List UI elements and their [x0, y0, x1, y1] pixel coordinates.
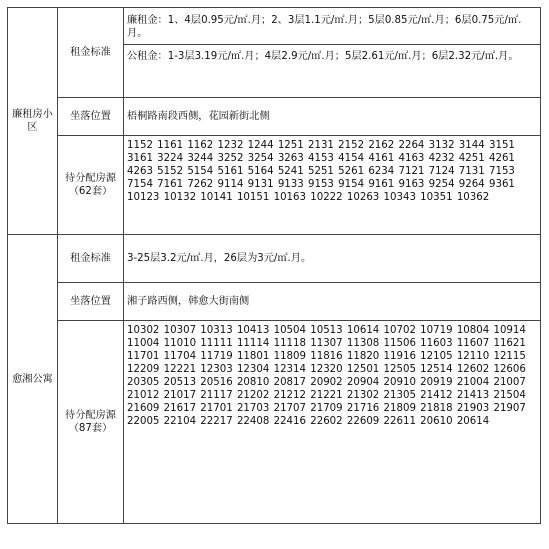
units-count: （62套）	[68, 186, 113, 197]
location-text: 梧桐路南段西侧，花园新街北侧	[127, 111, 270, 122]
community-name: 愈湘公寓	[12, 373, 53, 385]
rent-line-public: 公租金：1-3层3.19元/㎡.月；4层2.9元/㎡.月；5层2.61元/㎡.月；6层2.32元/㎡.月。	[127, 51, 519, 62]
rent-label: 租金标准	[70, 253, 111, 264]
rent-label-cell	[58, 235, 124, 283]
rent-divider	[124, 44, 540, 45]
location-cell	[124, 283, 541, 321]
units-label: 待分配房源	[65, 173, 116, 184]
location-label-cell	[58, 98, 124, 136]
location-label: 坐落位置	[70, 111, 111, 122]
rent-label: 租金标准	[70, 47, 111, 58]
units-list: 10302 10307 10313 10413 10504 10513 10614 10702 10719 10804 10914 11004 11010 11111 11114 11118 11307 11308 11506 11603 11607 11621 11701 11704 11719 11801 11809 11816 11820 11916 12105 12110 12115 12209 12221 12303 12304 12314 12320 12501 12505 12514 12602 12606 20305 20513 20516 20810 20817 20902 20904 20910 20919 21004 21007 21012 21017 21117 21202 21212 21221 21302 21305 21412 21413 21504 21609 21617 21701 21703 21707 21709 21716 21809 21818 21903 21907 22005 22104 22217 22408 22416 22602 22609 22611 20610 20614	[127, 325, 526, 427]
units-label: 待分配房源	[65, 410, 116, 421]
units-count: （87套）	[68, 423, 113, 434]
housing-table	[7, 7, 541, 524]
community-name: 廉租房小区	[12, 109, 53, 133]
rent-standard-cell	[124, 8, 541, 98]
community-name-cell	[8, 235, 58, 524]
location-cell	[124, 98, 541, 136]
rent-line: 3-25层3.2元/㎡.月，26层为3元/㎡.月。	[127, 253, 312, 264]
rent-label-cell	[58, 8, 124, 98]
location-label: 坐落位置	[70, 296, 111, 307]
community-name-cell	[8, 8, 58, 235]
units-list-cell	[124, 136, 541, 235]
rent-standard-cell	[124, 235, 541, 283]
units-list-cell	[124, 321, 541, 524]
rent-line-low: 廉租金：1、4层0.95元/㎡.月；2、3层1.1元/㎡.月；5层0.85元/㎡.月；6层0.75元/㎡.月。	[127, 15, 522, 39]
location-text: 湘子路西侧，韩愈大街南侧	[127, 296, 250, 307]
location-label-cell	[58, 283, 124, 321]
units-label-cell	[58, 136, 124, 235]
units-list: 1152 1161 1162 1232 1244 1251 2131 2152 2162 2264 3132 3144 3151 3161 3224 3244 3252 3254 3263 4153 4154 4161 4163 4232 4251 4261 4263 5152 5154 5161 5164 5241 5251 5261 6234 7121 7124 7131 7153 7154 7161 7262 9114 9131 9133 9153 9154 9161 9163 9254 9264 9361 10123 10132 10141 10151 10163 10222 10263 10343 10351 10362	[127, 140, 515, 203]
units-label-cell	[58, 321, 124, 524]
